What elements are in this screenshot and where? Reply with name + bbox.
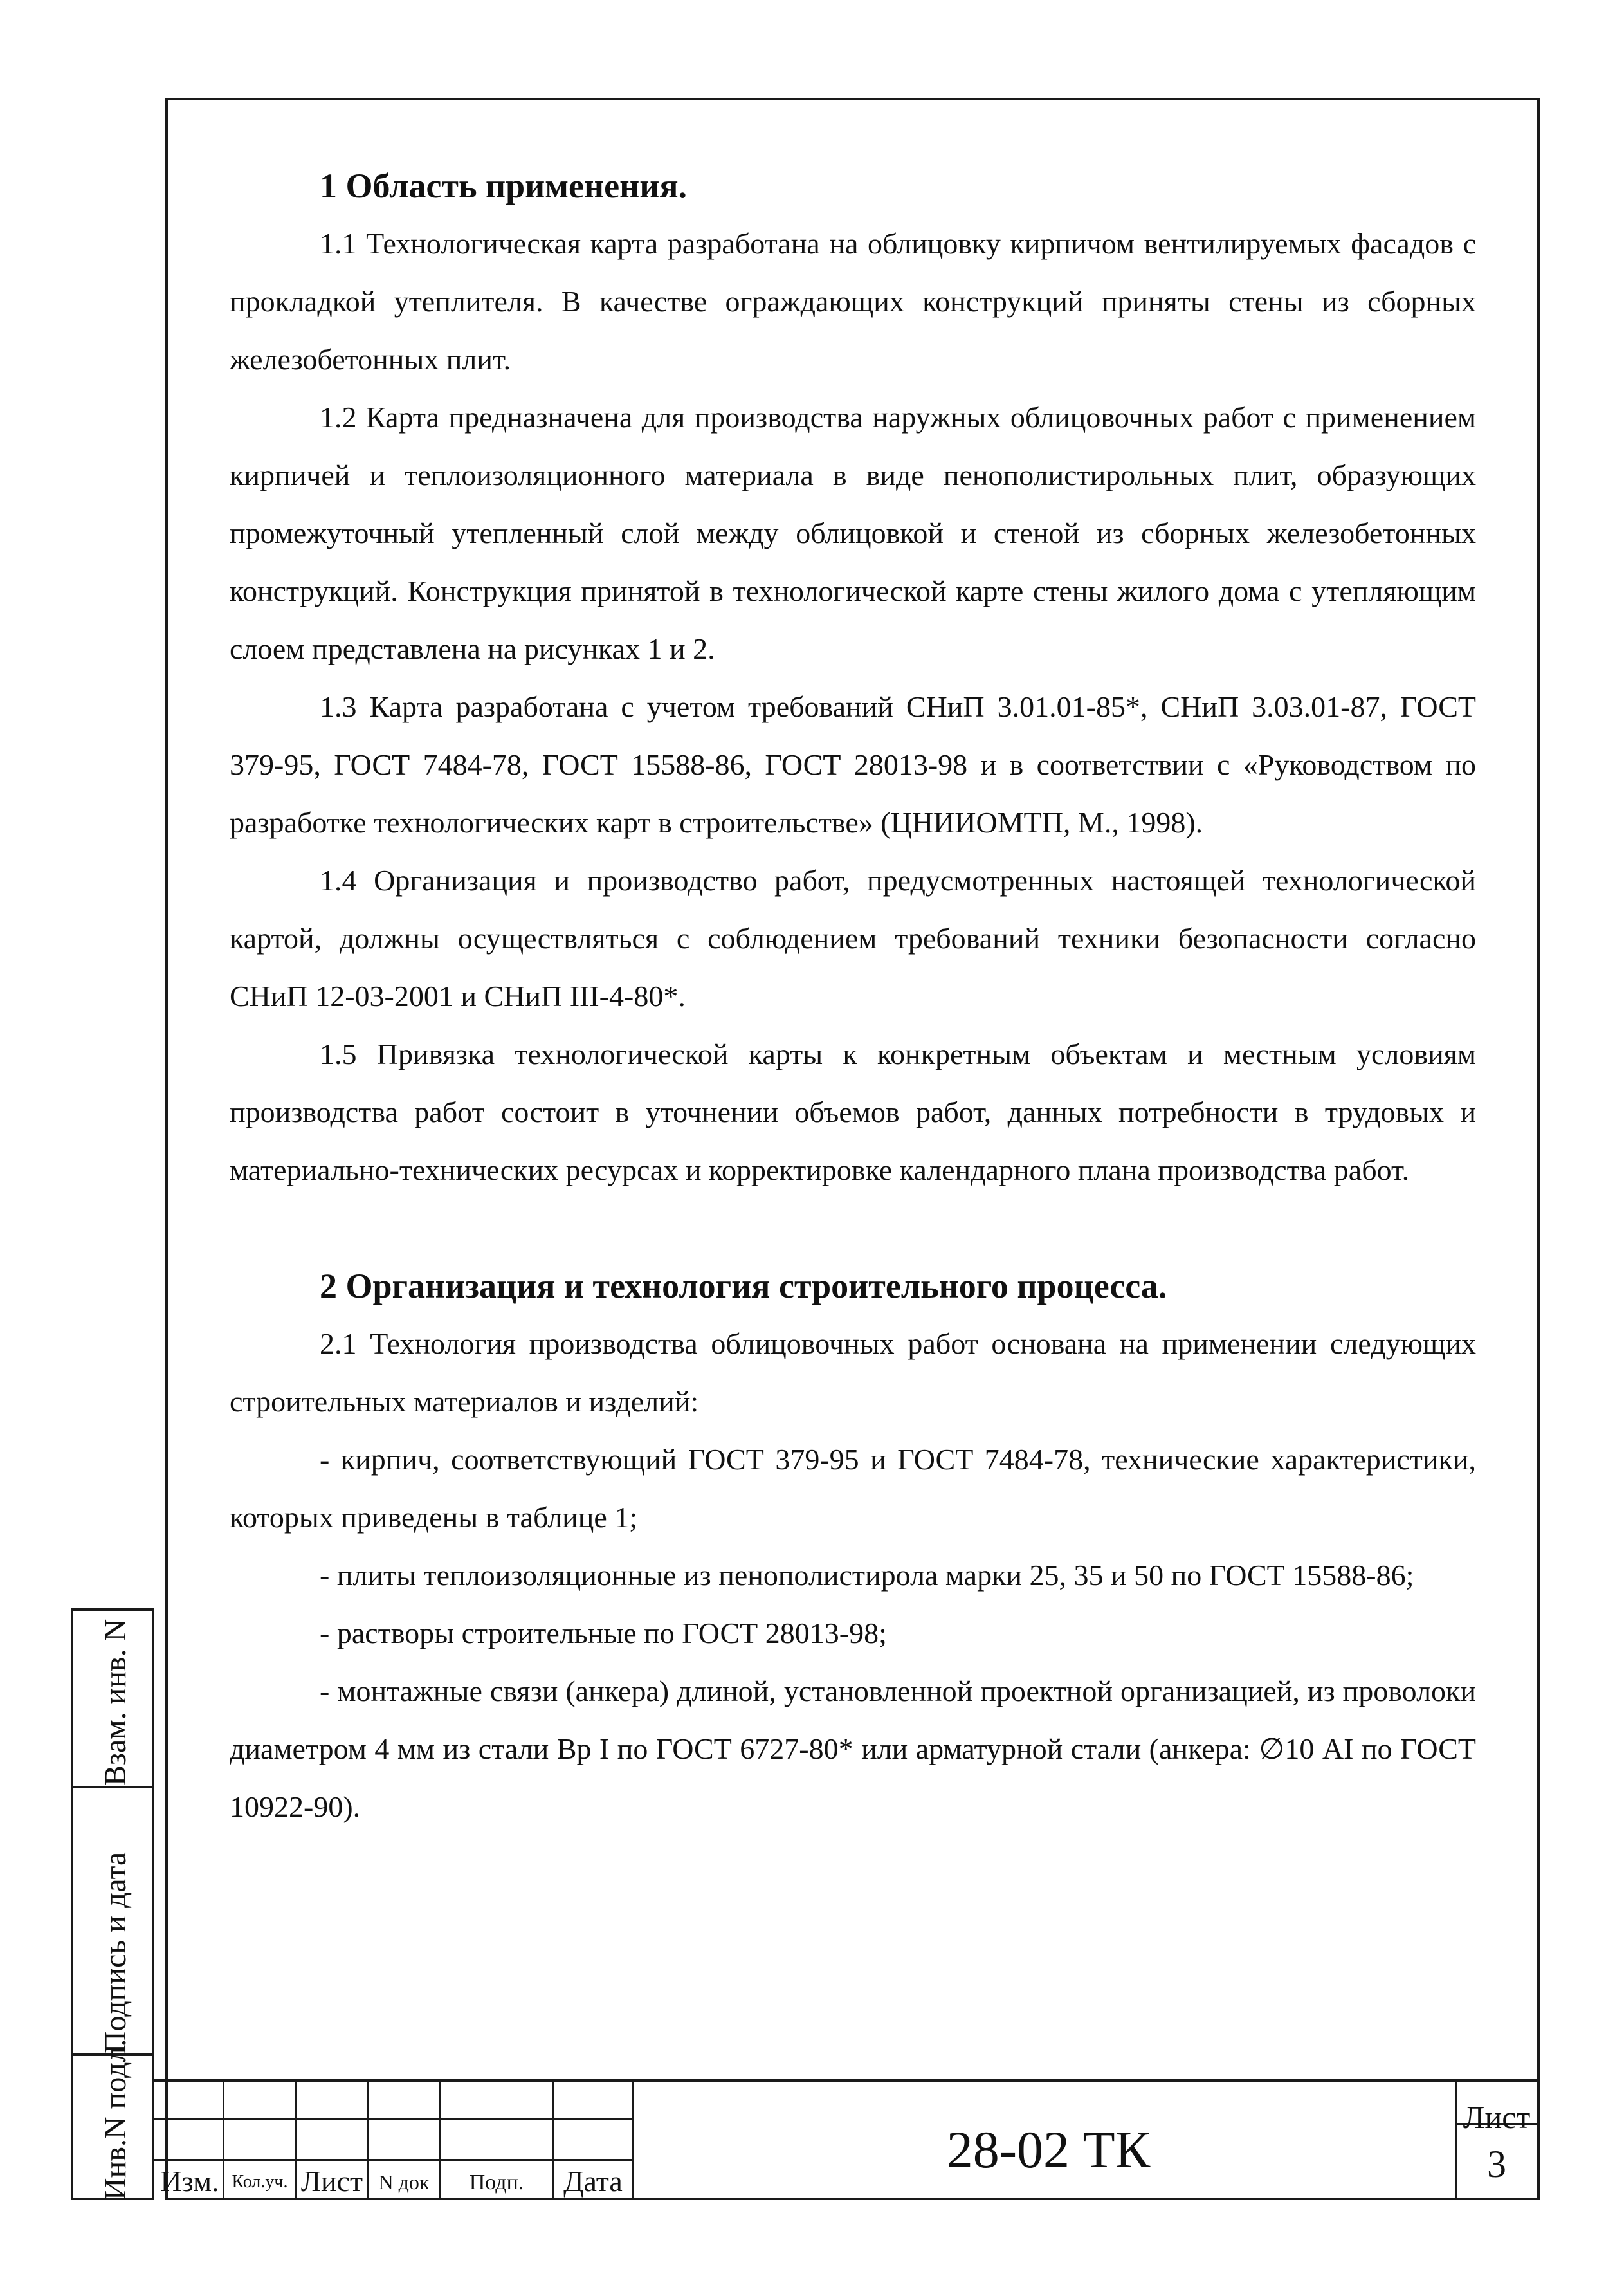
col-header-doc-number: N док bbox=[378, 2170, 430, 2194]
material-item-mortar: - растворы строительные по ГОСТ 28013-98; bbox=[320, 1617, 887, 1649]
side-cell-inventory bbox=[71, 2039, 154, 2200]
material-item-brick: - кирпич, соответствующий ГОСТ 379-95 и ГОСТ 7484-78, технические характеристики, которых приведены в таблице 1; bbox=[230, 1443, 1476, 1534]
col-header-count: Кол.уч. bbox=[232, 2172, 288, 2192]
side-cell-signature bbox=[71, 1786, 154, 2056]
title-block-row-rule-2 bbox=[154, 2159, 633, 2161]
paragraph-1-5: 1.5 Привязка технологической карты к конкретным объектам и местным условиям производства работ состоит в уточнении объемов работ, данных потребности в трудовых и материально-технических ресурсах и корректировке календарного плана производства работ. bbox=[230, 1038, 1476, 1186]
side-label-inventory: Инв.N подл. bbox=[98, 2039, 132, 2200]
paragraph-2-1: 2.1 Технология производства облицовочных работ основана на применении следующих строительных материалов и изделий: bbox=[230, 1327, 1476, 1418]
sheet-label: Лист bbox=[1463, 2099, 1531, 2135]
side-cell-replacement bbox=[71, 1608, 154, 1788]
material-item-anchors: - монтажные связи (анкера) длиной, установленной проектной организацией, из проволоки диаметром 4 мм из стали Вр I по ГОСТ 6727-80* или арматурной стали (анкера: ∅10 AI по ГОСТ 10922-90). bbox=[230, 1675, 1476, 1823]
title-block-col-rule-5 bbox=[552, 2079, 554, 2200]
col-header-change: Изм. bbox=[160, 2165, 219, 2198]
paragraph-1-4: 1.4 Организация и производство работ, предусмотренных настоящей технологической картой, должны осуществляться с соблюдением требований техники безопасности согласно СНиП 12-03-2001 и СНиП III-4-80*. bbox=[230, 864, 1476, 1013]
title-block-col-rule-2 bbox=[295, 2079, 297, 2200]
col-header-signature: Подп. bbox=[469, 2170, 524, 2194]
title-block-top-rule bbox=[154, 2079, 1540, 2082]
side-stamp bbox=[71, 1608, 154, 2200]
paragraph-1-1: 1.1 Технологическая карта разработана на облицовку кирпичом вентилируемых фасадов с прокладкой утеплителя. В качестве ограждающих конструкций приняты стены из сборных железобетонных плит. bbox=[230, 227, 1476, 376]
document-code: 28-02 ТК bbox=[946, 2120, 1151, 2179]
side-label-signature: Подпись и дата bbox=[98, 1851, 132, 2053]
title-block-row-rule-1 bbox=[154, 2118, 633, 2120]
col-header-sheet: Лист bbox=[300, 2165, 363, 2198]
sheet-number: 3 bbox=[1487, 2143, 1506, 2185]
paragraph-1-2: 1.2 Карта предназначена для производства наружных облицовочных работ с применением кирпичей и теплоизоляционного материала в виде пенополистирольных плит, образующих промежуточный утепленный слой между облицовкой и стеной из сборных железобетонных конструкций. Конструкция принятой в технологической карте стены жилого дома с утепляющим слоем представлена на рисунках 1 и 2. bbox=[230, 401, 1476, 665]
side-label-replacement: Взам. инв. N bbox=[98, 1619, 132, 1786]
section-2-title: 2 Организация и технология строительного процесса. bbox=[320, 1267, 1167, 1305]
title-block-main-divider bbox=[632, 2079, 634, 2200]
material-item-insulation: - плиты теплоизоляционные из пенополистирола марки 25, 35 и 50 по ГОСТ 15588-86; bbox=[320, 1559, 1414, 1592]
title-block-col-rule-1 bbox=[223, 2079, 224, 2200]
title-block-col-rule-4 bbox=[439, 2079, 441, 2200]
paragraph-1-3: 1.3 Карта разработана с учетом требований СНиП 3.01.01-85*, СНиП 3.03.01-87, ГОСТ 379-95, ГОСТ 7484-78, ГОСТ 15588-86, ГОСТ 28013-98 и в соответствии с «Руководством по разработке технологических карт в строительстве» (ЦНИИОМТП, М., 1998). bbox=[230, 690, 1476, 839]
document-body bbox=[230, 157, 1476, 1836]
col-header-date: Дата bbox=[563, 2165, 623, 2198]
section-1-title: 1 Область применения. bbox=[320, 167, 688, 205]
title-block-col-rule-3 bbox=[367, 2079, 369, 2200]
